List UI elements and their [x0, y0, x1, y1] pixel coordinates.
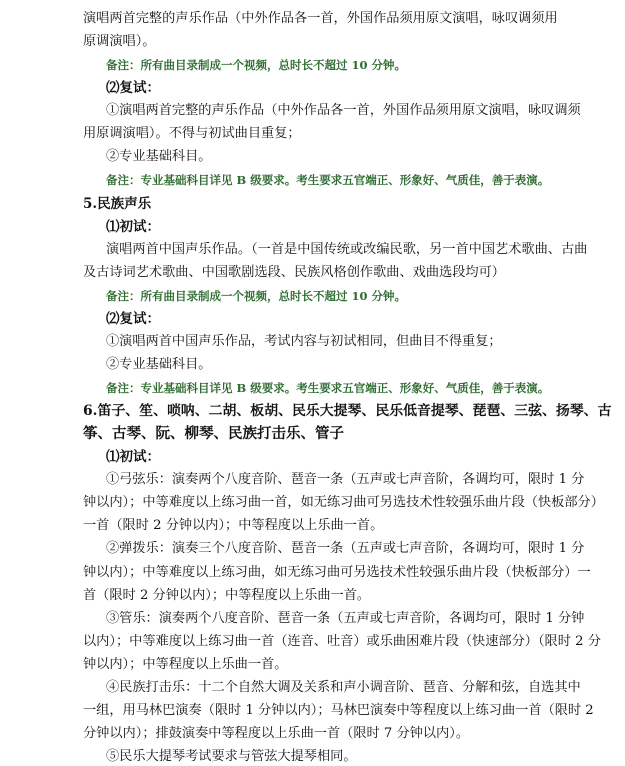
paragraph-line: ①弓弦乐：演奏两个八度音阶、琶音一条（五声或七声音阶，各调均可，限时 1 分	[106, 472, 585, 487]
paragraph-line: 钟以内）；中等难度以上练习曲一首，如无练习曲可另选技术性较强乐曲片段（快板部分）	[83, 495, 604, 510]
paragraph-line: ⑤民乐大提琴考试要求与管弦大提琴相同。	[106, 749, 357, 764]
note-line: 备注：所有曲目录制成一个视频，总时长不超过 10 分钟。	[106, 289, 407, 303]
paragraph-line: 演唱两首中国声乐作品。（一首是中国传统或改编民歌，另一首中国艺术歌曲、古曲	[106, 242, 588, 257]
paragraph-line: 钟以内）；中等难度以上练习曲，如无练习曲可另选技术性较强乐曲片段（快板部分）一	[83, 565, 591, 580]
paragraph-line: ①演唱两首完整的声乐作品（中外作品各一首，外国作品须用原文演唱，咏叹调须	[106, 103, 581, 118]
subsection-heading: ⑴初试：	[106, 219, 160, 235]
paragraph-line: ④民族打击乐：十二个自然大调及关系和声小调音阶、琶音、分解和弦，自选其中	[106, 680, 581, 695]
section-heading: 筝、古琴、阮、柳琴、民族打击乐、管子	[83, 425, 344, 442]
paragraph-line: 演唱两首完整的声乐作品（中外作品各一首，外国作品须用原文演唱，咏叹调须用	[83, 11, 558, 26]
section-heading: 5.民族声乐	[83, 196, 152, 212]
paragraph-line: ②专业基础科目。	[106, 357, 212, 372]
paragraph-line: 分钟以内）；排鼓演奏中等程度以上乐曲一首（限时 7 分钟以内）。	[83, 726, 470, 741]
paragraph-line: ②专业基础科目。	[106, 149, 212, 164]
paragraph-line: 首（限时 2 分钟以内）；中等程度以上乐曲一首。	[83, 588, 371, 603]
paragraph-line: ②弹拨乐：演奏三个八度音阶、琶音一条（五声或七声音阶，各调均可，限时 1 分	[106, 541, 585, 556]
paragraph-line: ③管乐：演奏两个八度音阶、琶音一条（五声或七声音阶，各调均可，限时 1 分钟	[106, 611, 585, 626]
paragraph-line: 钟以内）；中等程度以上乐曲一首。	[83, 657, 288, 672]
note-line: 备注：专业基础科目详见 B 级要求。考生要求五官端正、形象好、气质佳，善于表演。	[106, 381, 550, 395]
subsection-heading: ⑴初试：	[106, 449, 160, 465]
paragraph-line: 用原调演唱）。不得与初试曲目重复；	[83, 126, 301, 141]
paragraph-line: 一组，用马林巴演奏（限时 1 分钟以内）；马林巴演奏中等程度以上练习曲一首（限时 2	[83, 703, 594, 718]
paragraph-line: 原调演唱）。	[83, 34, 156, 49]
note-line: 备注：专业基础科目详见 B 级要求。考生要求五官端正、形象好、气质佳，善于表演。	[106, 173, 550, 187]
note-line: 备注：所有曲目录制成一个视频，总时长不超过 10 分钟。	[106, 58, 407, 72]
paragraph-line: 一首（限时 2 分钟以内）；中等程度以上乐曲一首。	[83, 518, 384, 533]
paragraph-line: 以内）；中等难度以上练习曲一首（连音、吐音）或乐曲困难片段（快速部分）（限时 2 分	[83, 634, 601, 649]
subsection-heading: ⑵复试：	[106, 80, 160, 96]
section-heading: 6.笛子、笙、唢呐、二胡、板胡、民乐大提琴、民乐低音提琴、琵琶、三弦、扬琴、古	[83, 403, 612, 419]
subsection-heading: ⑵复试：	[106, 311, 160, 327]
paragraph-line: ①演唱两首中国声乐作品，考试内容与初试相同，但曲目不得重复；	[106, 334, 502, 349]
paragraph-line: 及古诗词艺术歌曲、中国歌剧选段、民族风格创作歌曲、戏曲选段均可）	[83, 265, 505, 280]
